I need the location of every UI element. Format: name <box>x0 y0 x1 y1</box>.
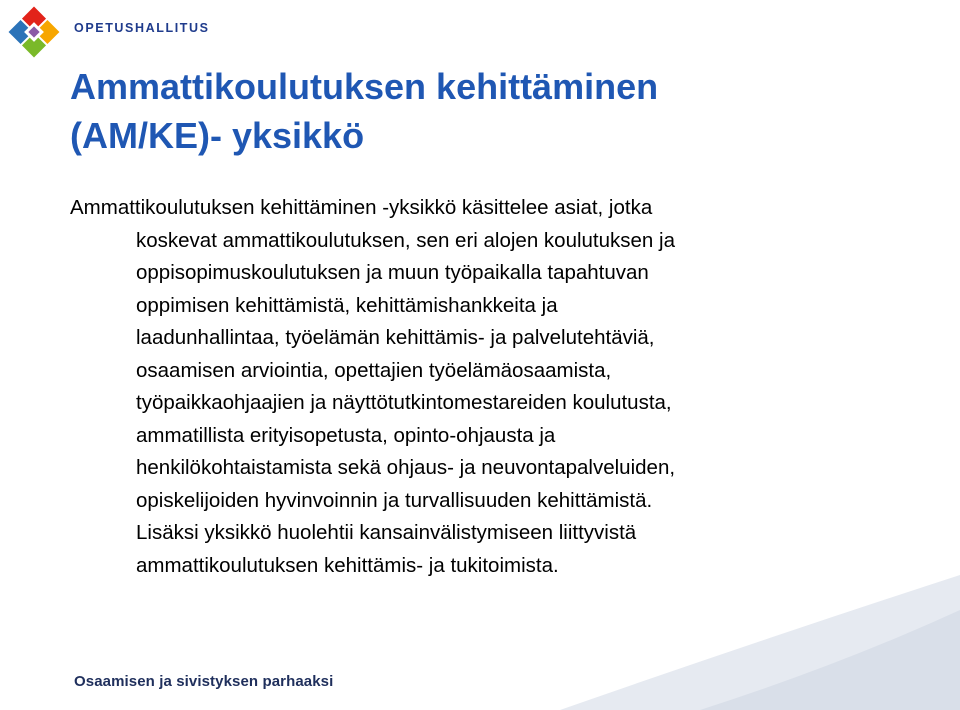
body-line: työpaikkaohjaajien ja näyttötutkintomestareiden koulutusta, <box>136 391 672 414</box>
slide-title-line-2: (AM/KE)- yksikkö <box>70 115 365 156</box>
body-line: Ammattikoulutuksen kehittäminen -yksikkö käsittelee asiat, jotka <box>70 196 653 219</box>
organization-name: OPETUSHALLITUS <box>74 21 210 35</box>
body-line: laadunhallintaa, työelämän kehittämis- ja palvelutehtäviä, <box>136 326 655 349</box>
opetushallitus-logo-icon <box>6 4 62 60</box>
body-line: oppisopimuskoulutuksen ja muun työpaikalla tapahtuvan <box>136 261 649 284</box>
slide-body-paragraph <box>70 192 870 582</box>
body-line: ammattikoulutuksen kehittämis- ja tukitoimista. <box>136 553 559 577</box>
body-line: osaamisen arviointia, opettajien työelämäosaamista, <box>136 358 612 382</box>
body-line: oppimisen kehittämistä, kehittämishankkeita ja <box>136 293 558 317</box>
body-line: Lisäksi yksikkö huolehtii kansainvälistymiseen liittyvistä <box>136 521 637 544</box>
body-line: koskevat ammattikoulutuksen, sen eri alojen koulutuksen ja <box>136 228 675 252</box>
body-line: henkilökohtaistamista sekä ohjaus- ja neuvontapalveluiden, <box>136 456 676 479</box>
slide-title-line-1: Ammattikoulutuksen kehittäminen <box>70 66 659 107</box>
body-line: ammatillista erityisopetusta, opinto-ohjausta ja <box>136 423 556 447</box>
slide-title <box>70 62 930 160</box>
body-line: opiskelijoiden hyvinvoinnin ja turvallisuuden kehittämistä. <box>136 488 653 512</box>
footer-slogan: Osaamisen ja sivistyksen parhaaksi <box>74 673 334 690</box>
